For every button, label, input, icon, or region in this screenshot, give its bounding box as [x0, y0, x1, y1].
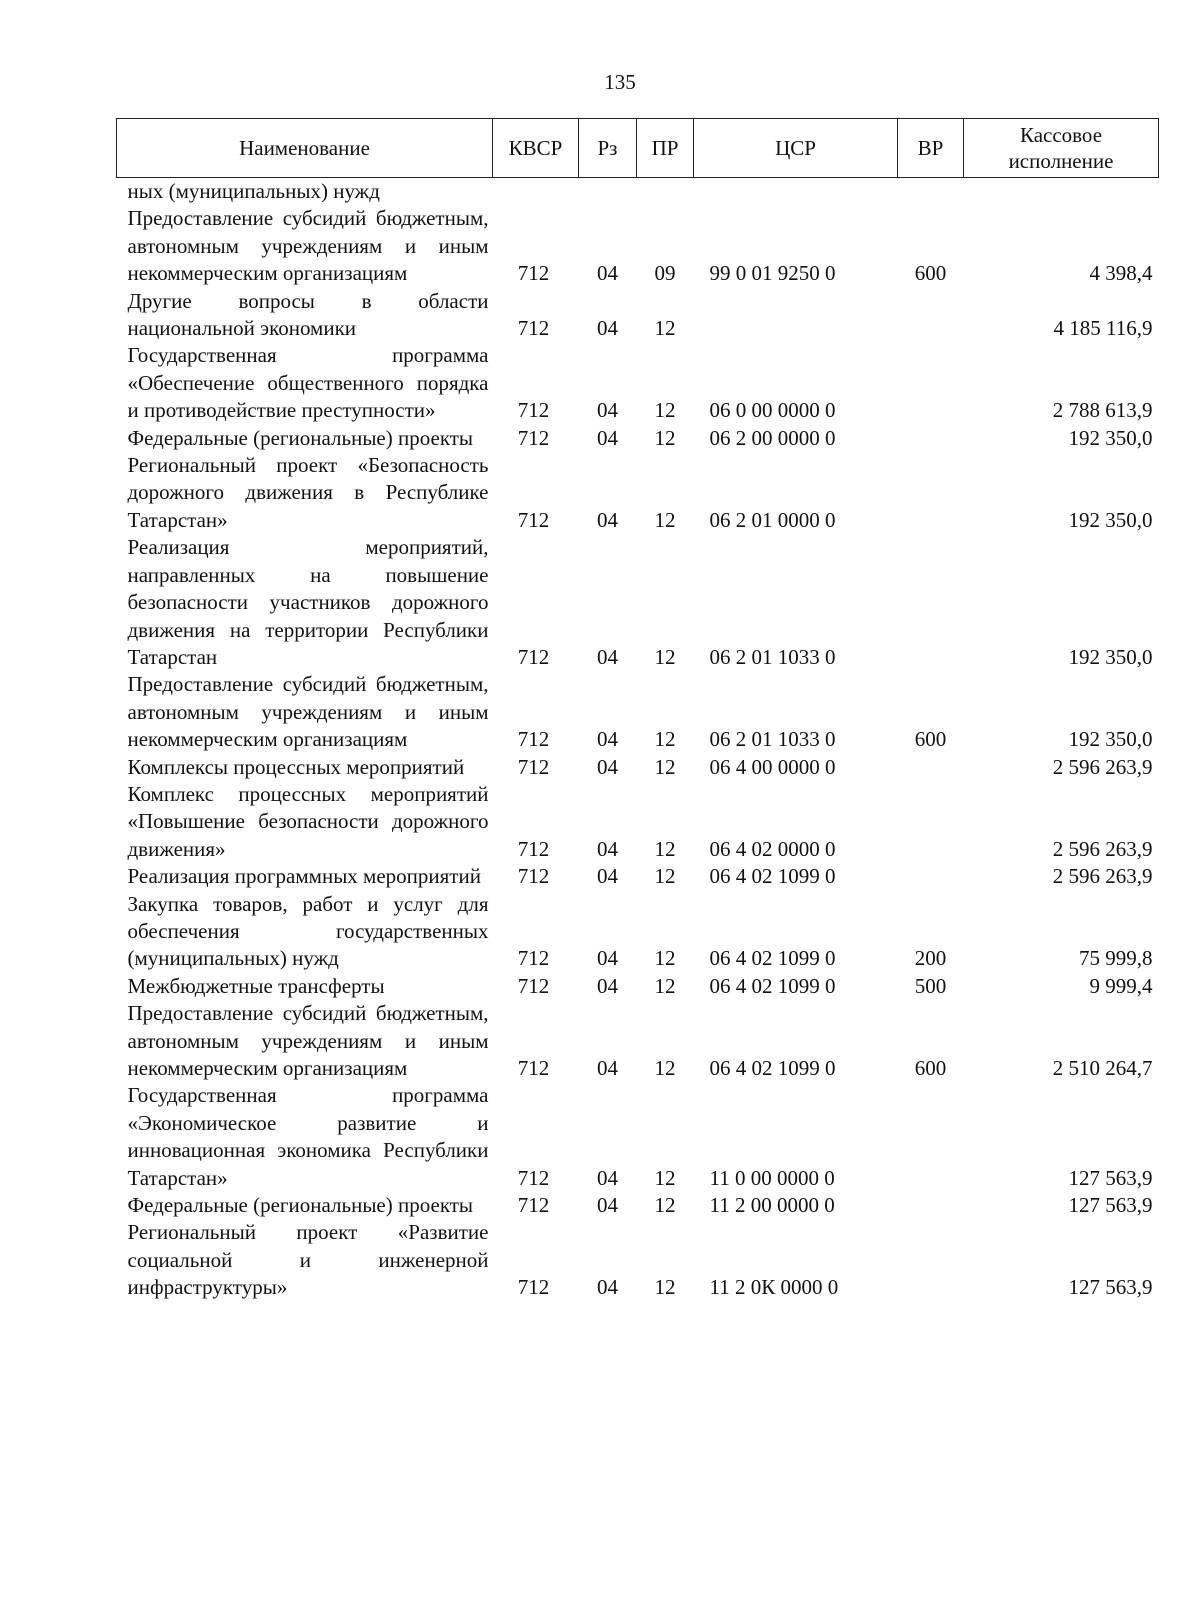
cell-name: Комплексы процессных мероприятий: [127, 754, 465, 779]
column-header-rz: Рз: [579, 119, 637, 178]
cell-rz: 04: [597, 644, 618, 669]
cell-kvsr: 712: [517, 398, 550, 423]
cell-pr: 12: [654, 507, 676, 532]
cell-pr: 12: [654, 754, 676, 779]
cell-kvsr: 712: [517, 754, 550, 779]
cell-pr: 12: [654, 836, 676, 861]
cell-pr: 12: [654, 316, 676, 341]
table-row: [117, 452, 1159, 534]
cell-rz: 04: [597, 754, 618, 779]
table-row: [117, 891, 1159, 973]
cell-name: Федеральные (региональные) проекты: [127, 425, 474, 450]
cell-vr: [898, 425, 964, 452]
cell-name: Предоставление субсидий бюджетным, автономным учреждениям и иным некоммерческим организациям: [127, 1001, 489, 1080]
cell-cash-execution: 2 788 613,9: [1052, 398, 1153, 423]
cell-vr: [898, 1082, 964, 1192]
cell-csr: 99 0 01 9250 0: [709, 261, 836, 286]
cell-kvsr: 712: [517, 316, 550, 341]
cell-name: Реализация мероприятий, направленных на повышение безопасности участников дорожного движения на территории Республики Татарстан: [127, 535, 489, 669]
cell-kvsr: 712: [517, 864, 550, 889]
cell-pr: 12: [654, 398, 676, 423]
cell-rz: 04: [597, 727, 618, 752]
table-row: [117, 205, 1159, 287]
cell-kvsr: 712: [517, 1193, 550, 1218]
cell-vr: [898, 342, 964, 424]
cell-vr: 200: [914, 946, 947, 971]
cell-cash-execution: 4 398,4: [1089, 261, 1153, 286]
table-row: [117, 178, 1159, 206]
cell-rz: 04: [597, 1165, 618, 1190]
cell-kvsr: 712: [517, 727, 550, 752]
cell-name: Закупка товаров, работ и услуг для обеспечения государственных (муниципальных) нужд: [127, 891, 489, 971]
column-header-vr: ВР: [898, 119, 964, 178]
budget-table-container: [116, 118, 1158, 1302]
cell-cash-execution: 2 510 264,7: [1052, 1056, 1153, 1080]
cell-cash-execution: 75 999,8: [1079, 946, 1153, 971]
cell-csr: 11 2 0К 0000 0: [709, 1275, 839, 1300]
cell-vr: [898, 288, 964, 343]
cell-csr: 06 4 00 0000 0: [709, 754, 836, 779]
cell-pr: 12: [654, 864, 676, 889]
cell-vr: [898, 863, 964, 890]
cell-kvsr: 712: [517, 507, 550, 532]
cell-cash-execution: 192 350,0: [1068, 425, 1153, 450]
header-row: [117, 119, 1159, 178]
cell-csr: 06 4 02 1099 0: [709, 973, 836, 998]
cell-cash-execution: 2 596 263,9: [1052, 754, 1153, 779]
cell-pr: 12: [654, 425, 676, 450]
table-row: [117, 1192, 1159, 1219]
cell-kvsr: 712: [517, 1056, 550, 1080]
cell-csr: 06 0 00 0000 0: [709, 398, 836, 423]
cell-vr: [898, 754, 964, 781]
cell-rz: 04: [597, 316, 618, 341]
cell-vr: 500: [914, 973, 947, 998]
cell-cash-execution: 127 563,9: [1068, 1275, 1153, 1300]
cell-rz: 04: [597, 398, 618, 423]
cell-csr: 06 4 02 1099 0: [709, 946, 836, 971]
cell-pr: 12: [654, 946, 676, 971]
table-row: [117, 1000, 1159, 1082]
cell-kvsr: 712: [517, 946, 550, 971]
table-row: [117, 534, 1159, 671]
cell-cash-execution: 127 563,9: [1068, 1165, 1153, 1190]
cell-cash-execution: [964, 178, 1159, 206]
table-row: [117, 671, 1159, 753]
cell-kvsr: 712: [517, 1275, 550, 1300]
cell-vr: [898, 452, 964, 534]
table-row: [117, 1219, 1159, 1301]
cell-rz: 04: [597, 973, 618, 998]
cell-name: Федеральные (региональные) проекты: [127, 1193, 474, 1218]
cell-vr: [898, 534, 964, 671]
cell-pr: [637, 178, 694, 206]
column-header-csr: ЦСР: [694, 119, 898, 178]
cell-kvsr: 712: [517, 425, 550, 450]
column-header-pr: ПР: [637, 119, 694, 178]
cell-name: Предоставление субсидий бюджетным, автономным учреждениям и иным некоммерческим организациям: [127, 206, 489, 286]
cell-name: Региональный проект «Безопасность дорожного движения в Республике Татарстан»: [127, 453, 489, 532]
cell-pr: 09: [654, 261, 676, 286]
cell-name: Предоставление субсидий бюджетным, автономным учреждениям и иным некоммерческим организациям: [127, 672, 489, 752]
cell-cash-execution: 4 185 116,9: [1053, 316, 1153, 341]
cell-cash-execution: 192 350,0: [1068, 644, 1153, 669]
cell-pr: 12: [654, 1275, 676, 1300]
cell-pr: 12: [654, 727, 676, 752]
cell-vr: [898, 1192, 964, 1219]
cell-cash-execution: 192 350,0: [1068, 507, 1153, 532]
cell-rz: 04: [597, 425, 618, 450]
cell-vr: [898, 1219, 964, 1301]
cell-csr: [694, 288, 898, 343]
cell-name: Другие вопросы в области национальной экономики: [127, 288, 489, 341]
table-row: [117, 1082, 1159, 1192]
cell-name: Межбюджетные трансферты: [127, 973, 385, 998]
cell-csr: 06 2 01 0000 0: [709, 507, 836, 532]
table-row: [117, 288, 1159, 343]
cell-csr: 06 4 02 0000 0: [709, 836, 836, 861]
cell-kvsr: 712: [517, 1165, 550, 1190]
page-number: 135: [604, 70, 636, 94]
column-header-cash-execution: Кассовое исполнение: [964, 119, 1159, 178]
cell-cash-execution: 127 563,9: [1068, 1193, 1153, 1218]
cell-vr: 600: [914, 1056, 947, 1080]
cell-name: Государственная программа «Обеспечение общественного порядка и противодействие преступности»: [127, 343, 489, 423]
cell-kvsr: 712: [517, 973, 550, 998]
cell-cash-execution: 2 596 263,9: [1052, 864, 1153, 889]
cell-vr: [898, 178, 964, 206]
cell-rz: 04: [597, 1056, 618, 1080]
cell-rz: 04: [597, 864, 618, 889]
cell-cash-execution: 2 596 263,9: [1052, 836, 1153, 861]
cell-rz: 04: [597, 1193, 618, 1218]
column-header-name: Наименование: [117, 119, 493, 178]
table-row: [117, 973, 1159, 1000]
cell-pr: 12: [654, 973, 676, 998]
cell-vr: 600: [914, 261, 947, 286]
cell-csr: 06 2 00 0000 0: [709, 425, 836, 450]
table-body: [117, 178, 1159, 1302]
cell-rz: 04: [597, 946, 618, 971]
cell-rz: 04: [597, 1275, 618, 1300]
table-row: [117, 425, 1159, 452]
cell-csr: 06 4 02 1099 0: [709, 864, 836, 889]
table-row: [117, 754, 1159, 781]
budget-execution-table: [116, 118, 1159, 1302]
cell-name: Реализация программных мероприятий: [127, 864, 481, 889]
cell-name: Комплекс процессных мероприятий «Повышение безопасности дорожного движения»: [127, 781, 489, 861]
cell-pr: 12: [654, 1193, 676, 1218]
cell-pr: 12: [654, 644, 676, 669]
cell-kvsr: 712: [517, 261, 550, 286]
cell-pr: 12: [654, 1056, 676, 1080]
cell-csr: 06 2 01 1033 0: [709, 644, 836, 669]
table-header: [117, 119, 1159, 178]
cell-csr: [694, 178, 898, 206]
cell-cash-execution: 192 350,0: [1068, 727, 1153, 752]
table-row: [117, 863, 1159, 890]
cell-vr: 600: [914, 727, 947, 752]
cell-kvsr: [493, 178, 579, 206]
cell-name: ных (муниципальных) нужд: [127, 179, 380, 203]
cell-csr: 11 0 00 0000 0: [709, 1165, 835, 1190]
cell-kvsr: 712: [517, 644, 550, 669]
cell-csr: 06 4 02 1099 0: [709, 1056, 836, 1080]
table-row: [117, 342, 1159, 424]
cell-rz: 04: [597, 507, 618, 532]
cell-cash-execution: 9 999,4: [1089, 973, 1153, 998]
cell-csr: 11 2 00 0000 0: [709, 1193, 835, 1218]
cell-pr: 12: [654, 1165, 676, 1190]
column-header-kvsr: КВСР: [493, 119, 579, 178]
cell-kvsr: 712: [517, 836, 550, 861]
cell-name: Региональный проект «Развитие социальной и инженерной инфраструктуры»: [127, 1220, 489, 1300]
cell-name: Государственная программа «Экономическое развитие и инновационная экономика Республики Татарстан»: [127, 1083, 489, 1190]
cell-rz: 04: [597, 836, 618, 861]
cell-rz: [579, 178, 637, 206]
cell-rz: 04: [597, 261, 618, 286]
cell-vr: [898, 781, 964, 863]
cell-csr: 06 2 01 1033 0: [709, 727, 836, 752]
table-row: [117, 781, 1159, 863]
